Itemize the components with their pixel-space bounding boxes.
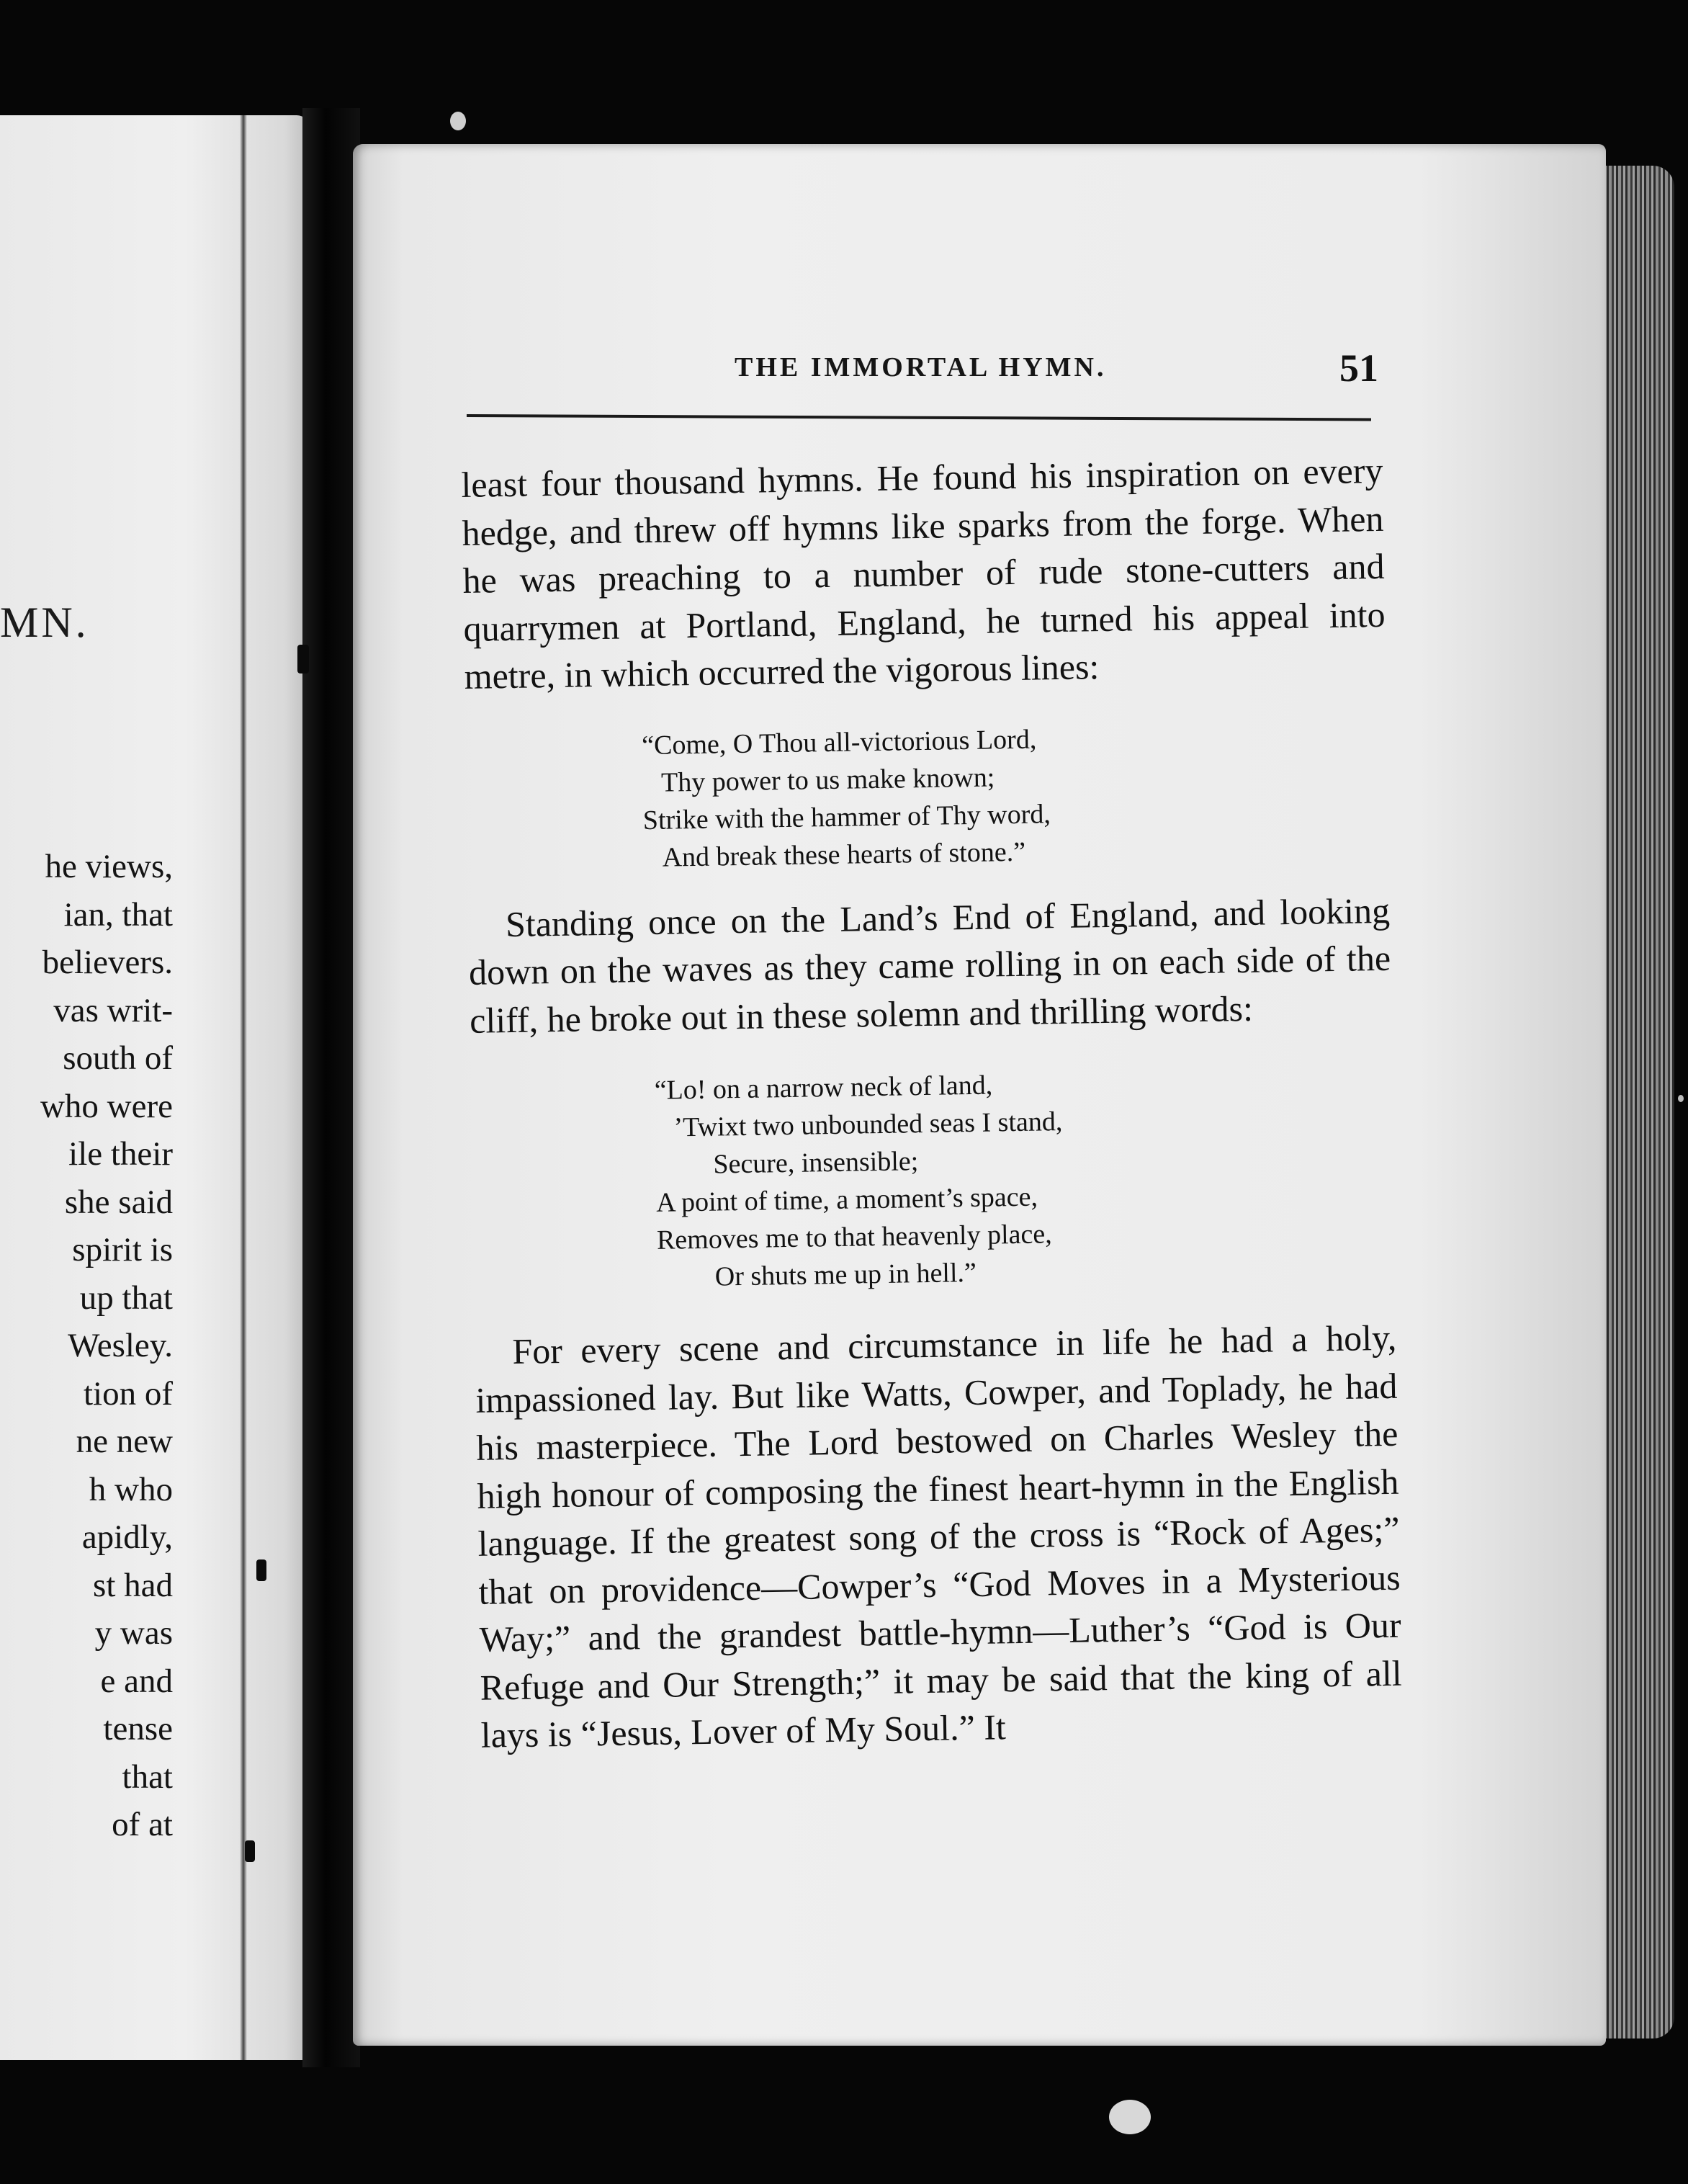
binding-thread-mark [297,645,309,673]
left-page-line: he views, [45,848,173,885]
body-text [461,447,1403,1759]
verse-line: Strike with the hammer of Thy word, [642,798,1051,836]
verse-line: Thy power to us make known; [660,761,995,798]
left-page-line: up that [79,1279,173,1317]
verse-line: Or shuts me up in hell.” [714,1257,977,1292]
left-page-line: that [122,1758,173,1796]
left-page-line: ne new [76,1423,173,1460]
scan-speck [1678,1095,1684,1102]
verse-line: ’Twixt two unbounded seas I stand, [673,1106,1063,1143]
left-page-line: y was [94,1614,173,1652]
left-page-line: who were [40,1087,173,1125]
left-page-line: apidly, [81,1518,173,1556]
left-page-line: ian, that [63,895,173,934]
page-number: 51 [1339,346,1378,390]
left-page-crease-shadow [240,115,247,2060]
left-page-line: Wesley. [68,1327,173,1364]
left-page-line: south of [63,1039,173,1077]
left-page-line: of at [112,1806,173,1843]
left-page-line: ile their [68,1135,173,1173]
paragraph: Standing once on the Land’s End of England, and looking down on the waves as they came rolling in on each side of the cliff, he broke out in these solemn and thrilling words: [468,890,1391,1041]
left-page-line: she said [64,1183,173,1221]
left-page-line: tense [103,1710,173,1747]
running-head: THE IMMORTAL HYMN. [735,352,1107,382]
verse-line: “Lo! on a narrow neck of land, [654,1070,993,1106]
left-page-line: believers. [42,944,173,981]
verse-line: A point of time, a moment’s space, [655,1181,1038,1218]
verse-line: And break these hearts of stone.” [662,836,1026,873]
book-gutter [302,108,360,2067]
binding-thread-mark [256,1559,266,1581]
verse-line: “Come, O Thou all-victorious Lord, [641,723,1037,761]
left-page [0,115,310,2060]
left-page-line: vas writ- [53,991,173,1029]
left-page-line: h who [89,1470,173,1508]
verse-line: Removes me to that heavenly place, [656,1219,1052,1256]
paragraph: least four thousand hymns. He found his inspiration on every hedge, and threw off hymns like sparks from the forge. When he was preaching to a number of rude stone-cutters and quarrymen at Portland, England, he turned his appeal into metre, in which occurred the vigorous lines: [461,449,1386,697]
binding-thread-mark [245,1840,255,1862]
left-page-title-fragment: MN. [0,599,89,646]
left-page-line: e and [100,1662,173,1700]
left-page-line: tion of [83,1374,173,1413]
verse-quotation [654,1060,1396,1297]
verse-quotation [642,715,1389,876]
left-page-line: spirit is [72,1231,173,1268]
left-page-line: st had [93,1566,173,1604]
left-page-text-fragments [40,843,173,1849]
scan-speck [1109,2100,1151,2134]
scan-speck [450,112,466,130]
paragraph: For every scene and circumstance in life he had a holy, impassioned lay. But like Watts, Cowper, and Toplady, he had his masterpiece. The Lord bestowed on Charles Wesley the high honour of composing the finest heart-hymn in the English language. If the greatest song of the cross is “Rock of Ages;” that on providence—Cowper’s “God Moves in a Mysterious Way;” and the grandest battle-hymn—Luther’s “God is Our Refuge and Our Strength;” it may be said that the king of all lays is “Jesus, Lover of My Soul.” It [475,1317,1403,1755]
verse-line: Secure, insensible; [713,1146,919,1180]
